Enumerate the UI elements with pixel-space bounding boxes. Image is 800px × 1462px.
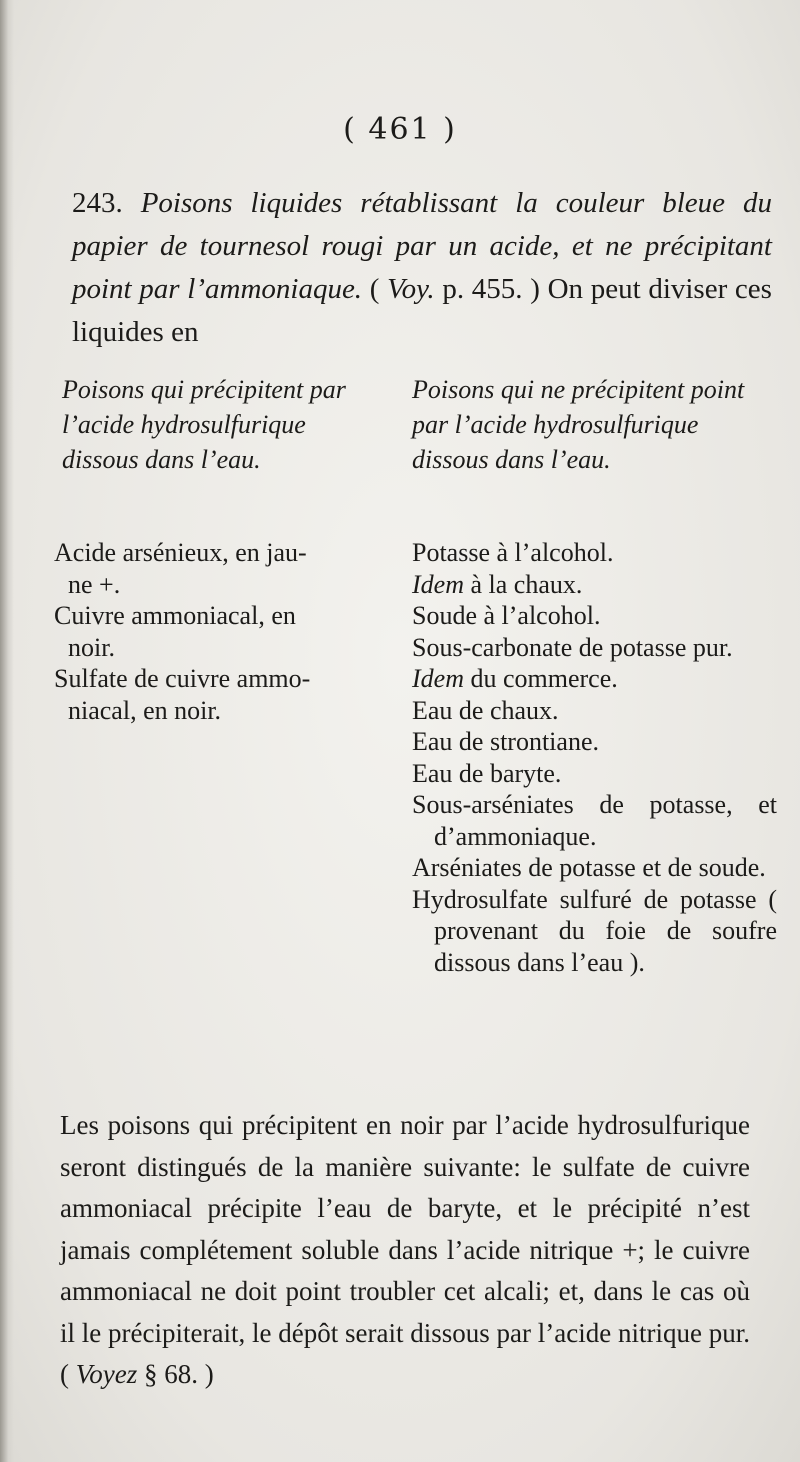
- page-binding-shadow: [0, 0, 14, 1462]
- list-item: Potasse à l’alcohol.: [412, 538, 614, 567]
- section-ref-voy: Voy.: [387, 273, 435, 305]
- list-item: [412, 663, 777, 695]
- list-item-line: Cuivre ammoniacal, en: [54, 601, 296, 630]
- section-ref-page: p. 455. ): [434, 273, 540, 305]
- section-intro: On peut diviser ces liquides en: [72, 273, 772, 348]
- list-item-line: noir.: [68, 632, 115, 662]
- paragraph-ref-voyez: Voyez: [75, 1359, 138, 1389]
- paragraph-text: Les poisons qui précipitent en noir par l’acide hydrosulfurique seront distingués de la manière suivante: le sulfate de cuivre ammoniacal précipite l’eau de baryte, et le précipité n’est jamais complétement soluble dans l’acide nitrique +; le cuivre ammoniacal ne doit point troubler cet alcali; et, dans le cas où il le précipiterait, le dépôt serait dissous par l’acide nitrique pur. (: [60, 1110, 750, 1389]
- left-column-heading: Poisons qui précipitent par l’acide hydrosulfurique dissous dans l’eau.: [62, 375, 346, 474]
- list-item: Eau de chaux.: [412, 695, 559, 725]
- list-item-line: Acide arsénieux, en jau-: [54, 538, 307, 567]
- section-heading: [72, 182, 772, 354]
- idem-label: Idem: [412, 664, 464, 693]
- list-item: Eau de strontiane.: [412, 727, 599, 756]
- section-number: 243.: [72, 187, 123, 219]
- right-column-heading: Poisons qui ne précipitent point par l’acide hydrosulfurique dissous dans l’eau.: [412, 375, 745, 474]
- list-item: Hydrosulfate sulfuré de potasse ( provenant du foie de soufre dissous dans l’eau ).: [412, 884, 777, 977]
- paragraph-ref-section: § 68. ): [137, 1359, 214, 1389]
- list-item-rest: du commerce.: [463, 664, 618, 693]
- body-paragraph: [60, 1105, 750, 1396]
- list-item-rest: à la chaux.: [463, 569, 583, 599]
- list-item: Sous-carbonate de potasse pur.: [412, 632, 733, 662]
- left-column-list: [54, 537, 384, 726]
- list-item: [412, 569, 777, 601]
- section-title: Poisons liquides rétablissant la couleur bleue du papier de tournesol rougi par un acide, et ne précipitant point par l’ammoniaque.: [72, 187, 772, 305]
- list-item: Eau de baryte.: [412, 758, 562, 788]
- list-item: [54, 537, 384, 600]
- list-item: Arséniates de potasse et de soude.: [412, 853, 766, 882]
- page-number: ( 461 ): [343, 112, 457, 147]
- idem-label: Idem: [412, 569, 464, 599]
- list-item-line: niacal, en noir.: [68, 695, 222, 725]
- list-item: Sous-arséniates de potasse, et d’ammoniaque.: [412, 790, 777, 851]
- list-item: Soude à l’alcohol.: [412, 601, 601, 630]
- list-item: [54, 663, 384, 726]
- list-item-line: Sulfate de cuivre ammo-: [54, 664, 311, 693]
- list-item-line: ne +.: [68, 569, 121, 599]
- list-item: [54, 600, 384, 663]
- section-ref-open: (: [362, 273, 388, 305]
- right-column-list: [412, 537, 777, 978]
